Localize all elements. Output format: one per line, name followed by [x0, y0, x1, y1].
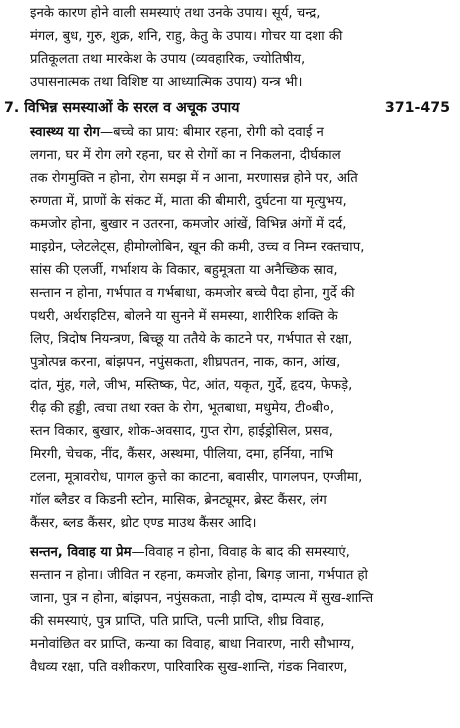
text-line: दांत, मुंह, गले, जीभ, मस्तिष्क, पेट, आंत, यकृत, गुर्दे, हृदय, फेफड़े, [30, 378, 353, 393]
health-paragraph [4, 121, 456, 535]
text-line: कैंसर, ब्लड कैंसर, थ्रोट एण्ड माउथ कैंसर आदि। [30, 516, 257, 531]
text-line: की समस्याएं, पुत्र प्राप्ति, पति प्राप्ति, पत्नी प्राप्ति, शीघ्र विवाह, [30, 614, 325, 629]
text-line: इनके कारण होने वाली समस्याएं तथा उनके उपाय। सूर्य, चन्द्र, [30, 6, 321, 21]
text-line: कमजोर होना, बुखार न उतरना, कमजोर आंखें, विभिन्न अंगों में दर्द, [30, 217, 347, 232]
text-line: लगना, घर में रोग लगे रहना, घर से रोगों का न निकलना, दीर्घकाल [30, 148, 341, 163]
text-line: उपासनात्मक तथा विशिष्ट या आध्यात्मिक उपाय) यन्त्र भी। [30, 75, 303, 90]
text-line: टलना, मूत्रावरोध, पागल कुत्ते का काटना, बवासीर, पागलपन, एग्जीमा, [30, 470, 363, 485]
text-line: सन्तान न होना, गर्भपात व गर्भबाधा, कमजोर बच्चे पैदा होना, गुर्दे की [30, 286, 355, 301]
text-span: —बच्चे का प्राय: बीमार रहना, रोगी को दवाई न [99, 125, 324, 140]
text-line: तक रोगमुक्ति न होना, रोग समझ में न आना, मरणासन्न होने पर, अति [30, 171, 358, 186]
text-line: सांस की एलर्जी, गर्भाशय के विकार, बहुमूत्रता या अनैच्छिक स्राव, [30, 263, 338, 278]
text-span: —विवाह न होना, विवाह के बाद की समस्याएं, [131, 545, 350, 560]
text-line: माइग्रेन, प्लेटलेट्स, हीमोग्लोबिन, खून की कमी, उच्च व निम्न रक्तचाप, [30, 240, 365, 255]
section-page-range: 371-475 [384, 100, 450, 116]
text-line: मनोवांछित वर प्राप्ति, कन्या का विवाह, बाधा निवारण, नारी सौभाग्य, [30, 637, 355, 652]
text-line: मिरगी, चेचक, नींद, कैंसर, अस्थमा, पीलिया, दमा, हर्निया, नाभि [30, 447, 334, 462]
text-line: वैधव्य रक्षा, पति वशीकरण, पारिवारिक सुख-शान्ति, गंडक निवारण, [30, 660, 348, 675]
text-line: लिए, त्रिदोष नियन्त्रण, बिच्छू या ततैये के काटने पर, गर्भपात से रक्षा, [30, 332, 353, 347]
intro-paragraph [4, 2, 456, 94]
subheading-health: स्वास्थ्य या रोग [30, 125, 100, 140]
text-line: प्रतिकूलता तथा मारकेश के उपाय (व्यवहारिक, ज्योतिषीय, [30, 52, 306, 67]
section-title: विभिन्न समस्याओं के सरल व अचूक उपाय [24, 100, 240, 116]
text-line: मंगल, बुध, गुरु, शुक्र, शनि, राहु, केतु के उपाय। गोचर या दशा की [30, 29, 343, 44]
text-line: पुत्रोत्पन्न करना, बांझपन, नपुंसकता, शीघ्रपतन, नाक, कान, आंख, [30, 355, 341, 370]
text-line: स्तन विकार, बुखार, शोक-अवसाद, गुप्त रोग, हाईड्रोसिल, प्रसव, [30, 424, 333, 439]
text-line [4, 541, 456, 564]
text-line: गॉल ब्लैडर व किडनी स्टोन, मासिक, ब्रेनट्यूमर, ब्रेस्ट कैंसर, लंग [30, 493, 327, 508]
section-number: 7. [4, 100, 20, 116]
text-line [4, 121, 456, 144]
section-heading [4, 95, 456, 121]
text-line: रीढ़ की हड्डी, त्वचा तथा रक्त के रोग, भूतबाधा, मधुमेय, टी०बी०, [30, 401, 335, 416]
marriage-paragraph [4, 541, 456, 679]
text-line: जाना, पुत्र न होना, बांझपन, नपुंसकता, नाड़ी दोष, दाम्पत्य में सुख-शान्ति [30, 591, 374, 606]
text-line: रुग्णता में, प्राणों के संकट में, माता की बीमारी, दुर्घटना या मृत्युभय, [30, 194, 347, 209]
subheading-marriage: सन्तन, विवाह या प्रेम [30, 545, 132, 560]
text-line: पथरी, अर्थराइटिस, बोलने या सुनने में समस्या, शारीरिक शक्ति के [30, 309, 338, 324]
text-line: सन्तान न होना। जीवित न रहना, कमजोर होना, बिगड़ जाना, गर्भपात हो [30, 568, 368, 583]
